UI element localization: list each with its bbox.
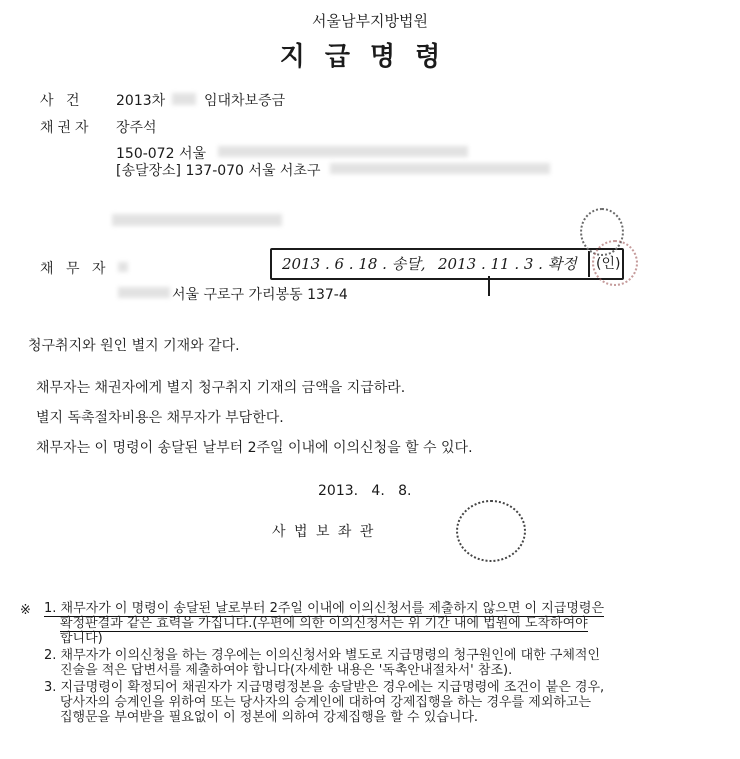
stamp-mark-line xyxy=(488,276,490,296)
creditor-service-address: [송달장소] 137-070 서울 서초구 xyxy=(116,163,321,179)
redaction-debtor-name xyxy=(118,262,128,272)
order-date: 2013. 4. 8. xyxy=(318,483,412,499)
red-seal xyxy=(592,240,638,286)
note-1-line-2: 확정판결과 같은 효력을 가집니다.(우편에 의한 이의신청서는 위 기간 내에 법원에 도착하여야 xyxy=(60,616,588,631)
stamp-seal-text: (인) xyxy=(596,256,621,272)
document-title: 지급명령 xyxy=(279,42,461,72)
note-3-line-2: 당사자의 승계인을 위하여 또는 당사자의 승계인에 대하여 강제집행을 하는 경우를 제외하고는 xyxy=(60,695,592,710)
debtor-address: 서울 구로구 가리봉동 137-4 xyxy=(172,287,348,303)
order-line-1: 채무자는 채권자에게 별지 청구취지 기재의 금액을 지급하라. xyxy=(36,380,406,396)
confirm-date: 2013 . 11 . 3 . 확정 xyxy=(438,255,577,273)
creditor-label: 채권자 xyxy=(40,120,93,136)
redaction-service-address xyxy=(330,163,550,174)
note-2-line-1: 2. 채무자가 이의신청을 하는 경우에는 이의신청서와 별도로 지급명령의 청구원인에 대한 구체적인 xyxy=(44,648,601,663)
note-3-line-3: 집행문을 부여받을 필요없이 이 정본에 의하여 강제집행을 할 수 있습니다. xyxy=(60,710,479,725)
order-line-3: 채무자는 이 명령이 송달된 날부터 2주일 이내에 이의신청을 할 수 있다. xyxy=(36,440,473,456)
claim-text: 청구취지와 원인 별지 기재와 같다. xyxy=(28,338,240,354)
case-label: 사 건 xyxy=(40,93,84,109)
officer-title: 사 법 보 좌 관 xyxy=(272,524,376,540)
order-line-2: 별지 독촉절차비용은 채무자가 부담한다. xyxy=(36,410,284,426)
creditor-address: 150-072 서울 xyxy=(116,146,206,162)
redaction-case xyxy=(172,93,196,105)
redaction-creditor-rep xyxy=(112,214,282,226)
note-3-line-1: 3. 지급명령이 확정되어 채권자가 지급명령정본을 송달받은 경우에는 지급명령에 조건이 붙은 경우, xyxy=(44,680,605,695)
case-name: 임대차보증금 xyxy=(204,93,286,109)
case-number: 2013차 xyxy=(116,93,166,109)
note-2-line-2: 진술을 적은 답변서를 제출하여야 합니다(자세한 내용은 '독촉안내절차서' 참조). xyxy=(60,663,513,678)
note-1-line-1: 1. 채무자가 이 명령이 송달된 날로부터 2주일 이내에 이의신청서를 제출하지 않으면 이 지급명령은 xyxy=(44,601,605,616)
officer-seal xyxy=(456,500,526,562)
redaction-creditor-address xyxy=(218,146,468,157)
service-date: 2013 . 6 . 18 . 송달, xyxy=(282,255,426,273)
debtor-label: 채 무 자 xyxy=(40,261,110,277)
stamp-divider xyxy=(588,251,590,277)
note-1-line-3: 합니다) xyxy=(60,631,103,646)
redaction-debtor-zip xyxy=(118,287,170,298)
creditor-name: 장주석 xyxy=(116,120,157,136)
court-name: 서울남부지방법원 xyxy=(312,12,428,30)
notes-mark: ※ xyxy=(20,603,31,618)
